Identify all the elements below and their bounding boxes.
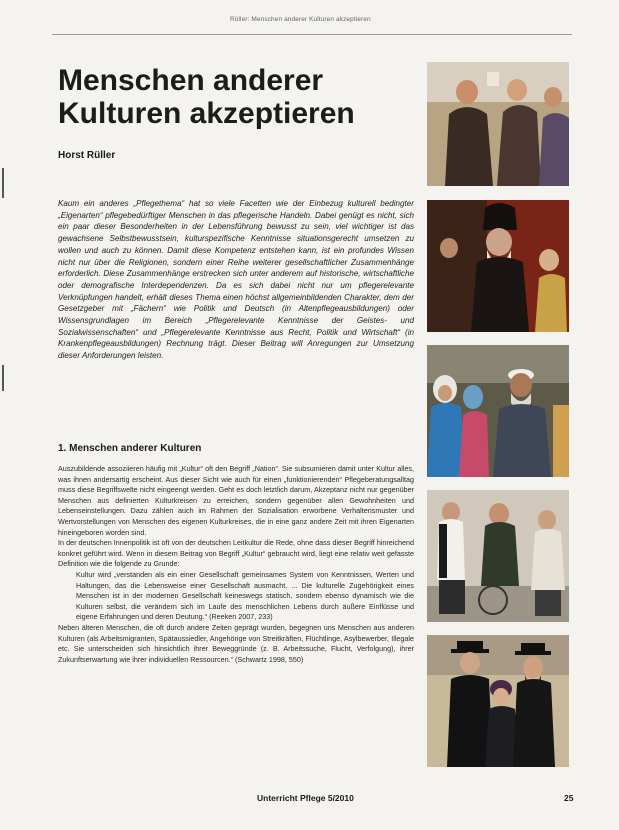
- body-paragraph: Neben älteren Menschen, die oft durch andere Zeiten geprägt wurden, begegnen uns Menschen aus anderen Kulturen (als Arbeitsmigranten, Spätaussiedler, Angehörige von Streitkräften, Flüchtlinge, Asylbewerber, Illegale etc. Sie unterscheiden sich hinsichtlich ihrer Beweggründe (z. B. Arbeitssuche, Flucht, Verfolgung), ihrer Zukunftserwartung wie ihrer individuellen Ressourcen.“ (Schwartz 1998, 550): [58, 622, 414, 664]
- lead-paragraph: Kaum ein anderes „Pflegethema“ hat so viele Facetten wie der Einbezug kulturell bedingter „Eigenarten“ pflegebedürftiger Menschen in das pflegerische Handeln. Dabei genügt es nicht, sich ein paar dieser Besonderheiten in der Lebensführung bewusst zu sein, viel wichtiger ist das gewachsene Selbstbewusstsein, kulturspezifische Kenntnisse situationsgerecht umsetzen zu wollen und auch zu können. Damit diese Kompetenz entstehen kann, ist ein profundes Wissen nicht nur über die Religionen, sondern einer Reihe weiterer gesellschaftlicher Zusammenhänge erforderlich. Diese Zusammenhänge erstrecken sich unter anderem auf historische, wirtschaftliche oder demografische Interdependenzen. Da es sich dabei nicht nur um pflegerelevante Verknüpfungen handelt, erhält dieses Thema einen höchst allgemeinbildenden Charakter, dem der Gesetzgeber mit „Fächern“ wie Politik und Deutsch (in Altenpflegeausbildungen) oder Wissensgrundlagen im Bereich „Pflegerelevante Kenntnisse der Geistes- und Sozialwissenschaften“ und „Pflegerelevante Kenntnisse aus Recht, Politik und Wirtschaft“ (in Krankenpflegeausbildungen) Rechnung trägt. Dieser Beitrag will Anregungen zur Umsetzung dieser Anforderungen leisten.: [58, 199, 414, 361]
- body-paragraph: In der deutschen Innenpolitik ist oft von der deutschen Leitkultur die Rede, ohne dass dieser Begriff hinreichend konkret geführt wird. Wenn in diesem Beitrag von Begriff „Kultur“ gebraucht wird, liegt eine relativ weit gefasste Definition wie die folgende zu Grunde:: [58, 538, 414, 569]
- running-header: Rüller: Menschen anderer Kulturen akzeptieren: [230, 16, 371, 23]
- photo-orthodox-priest: [427, 200, 569, 332]
- footer-journal-name: Unterricht Pflege 5/2010: [257, 793, 354, 803]
- photo-icon: [427, 490, 569, 622]
- photo-icon: [427, 345, 569, 477]
- page-number: 25: [564, 793, 574, 803]
- binding-mark: [2, 365, 4, 391]
- photo-men-in-traditional-dress: [427, 490, 569, 622]
- article-title: Menschen anderer Kulturen akzeptieren: [58, 64, 355, 130]
- photo-icon: [427, 200, 569, 332]
- binding-mark: [2, 168, 4, 198]
- author-name: Horst Rüller: [58, 150, 116, 161]
- photo-icon: [427, 635, 569, 767]
- photo-monks-in-robes: [427, 62, 569, 186]
- block-quote: Kultur wird „verstanden als ein einer Gesellschaft gemeinsames System von Kenntnissen, Werten und Haltungen, das die Lebensweise einer Gesellschaft ausmacht. ... Die kulturelle Zugehörigkeit eines Menschen ist in der modernen Gesellschaft keineswegs statisch, sondern ebenso dynamisch wie die Kulturen selbst, die verändern sich im Laufe des menschlichen Lebens durch äußere Einflüsse und eigene Erfahrungen und deren Deutung.“ (Reeken 2007, 233): [76, 569, 414, 622]
- section-heading: 1. Menschen anderer Kulturen: [58, 443, 202, 454]
- photo-orthodox-jewish-family: [427, 635, 569, 767]
- photo-icon: [427, 62, 569, 186]
- header-rule: [52, 34, 572, 35]
- body-paragraph: Auszubildende assoziieren häufig mit „Kultur“ oft den Begriff „Nation“. Sie subsumieren damit unter Kultur alles, was ihnen andersartig erscheint. Aus dieser Sicht wie auch für einen „funktionierenden“ Pflegeberatungsalltag muss diese Begriffswelte nicht eingeengt werden. Geht es doch letztlich darum, Akzeptanz nicht nur gegenüber Menschen aus definierten Kulturkreisen zu erreichen, sondern gegenüber allen Gewohnheiten und Lebenseinstellungen. Dazu zählen auch im Rahmen der Sozialisation erworbene Verhaltensmuster und Wertvorstellungen von Menschen des eigenen Kulturkreises, die in eine ganz andere Zeit mit ihren Eigenarten hineingeboren worden sind.: [58, 464, 414, 537]
- photo-women-with-headscarves-and-elderly-man: [427, 345, 569, 477]
- body-text: [58, 464, 414, 665]
